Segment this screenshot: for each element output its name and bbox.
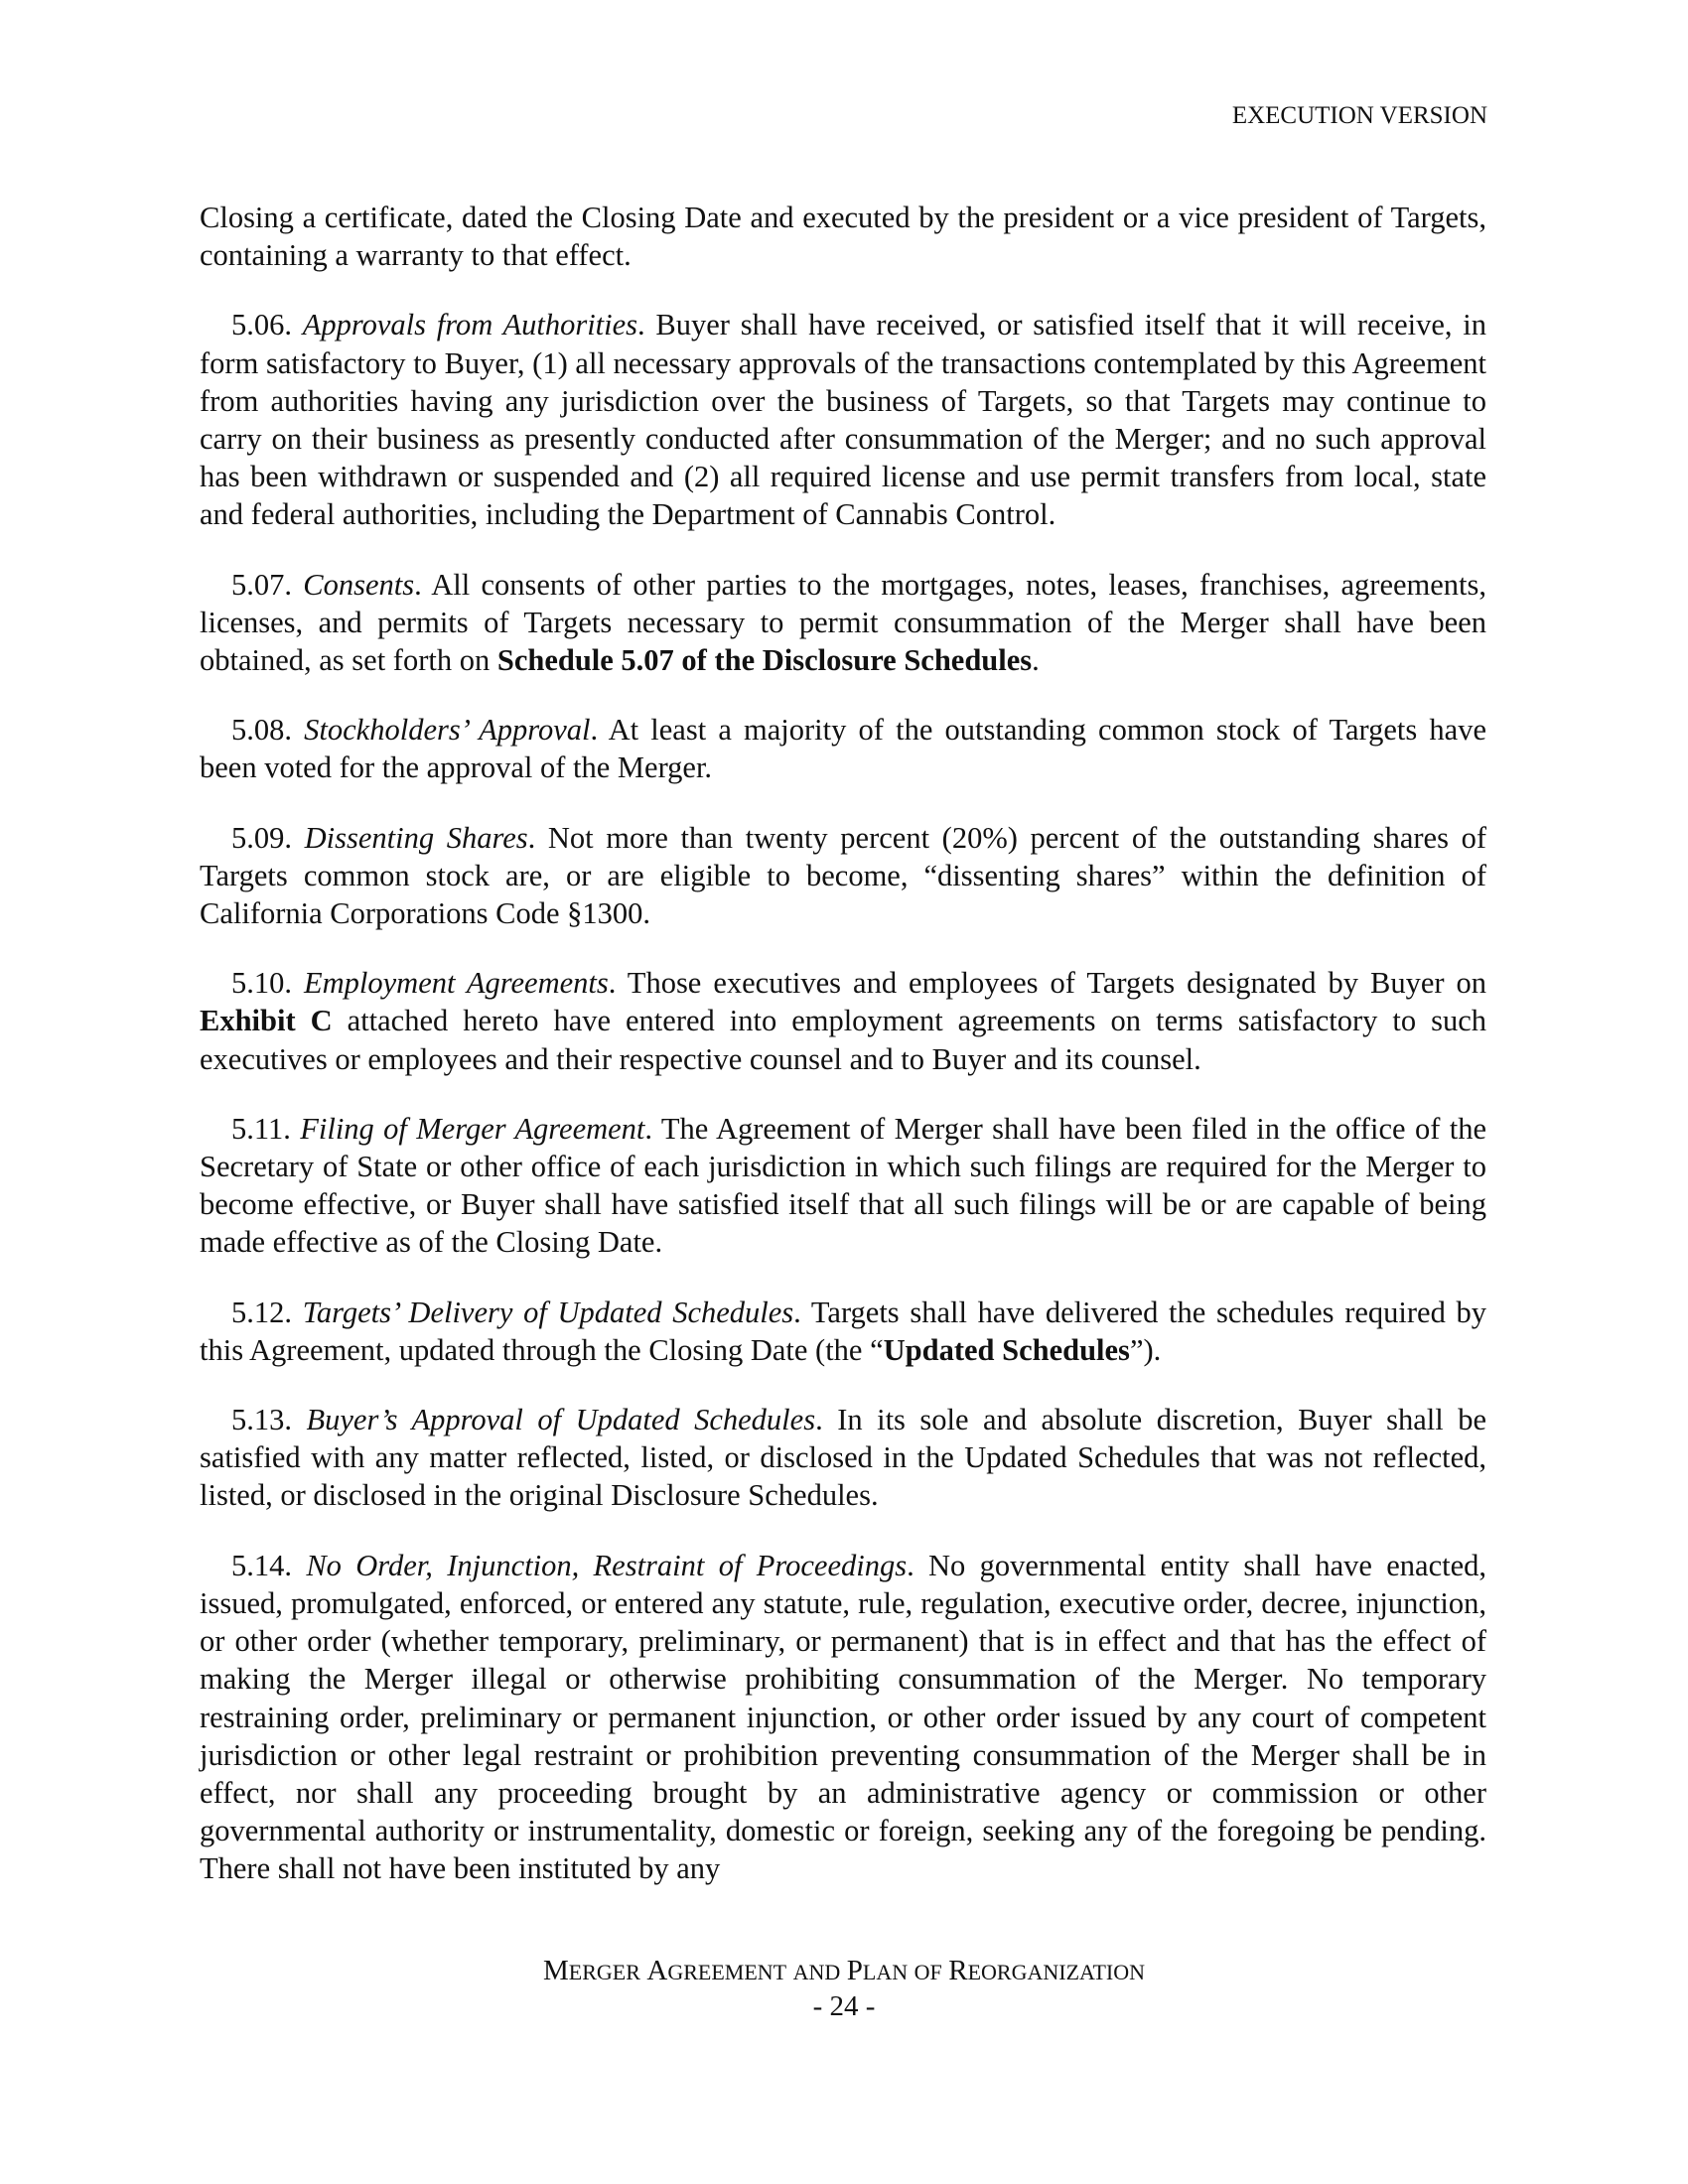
- page-number: - 24 -: [812, 1990, 876, 2022]
- section-title: Stockholders’ Approval: [304, 713, 591, 748]
- body-text: . All consents of other parties to the mortgages, notes, leases, franchises, agreements, licenses, and permits of Targets necessary to permit consummation of the Merger shall have been obtained, as set forth on: [200, 567, 1487, 678]
- section-number: 5.08.: [231, 713, 305, 748]
- bold-reference: Schedule 5.07 of the Disclosure Schedules: [496, 643, 1033, 678]
- section-title: Approvals from Authorities: [302, 308, 638, 342]
- section-number: 5.10.: [231, 966, 304, 1001]
- section-title: Targets’ Delivery of Updated Schedules: [302, 1295, 794, 1329]
- section-title: Dissenting Shares: [304, 820, 528, 855]
- section-5-07: [200, 566, 1486, 680]
- section-5-14: [200, 1547, 1486, 1888]
- footer-title: MERGER AGREEMENT AND PLAN OF REORGANIZATION: [542, 1955, 1146, 1986]
- section-title: Buyer’s Approval of Updated Schedules: [306, 1403, 816, 1437]
- section-5-11: [200, 1110, 1486, 1262]
- section-title: No Order, Injunction, Restraint of Proceedings: [306, 1548, 908, 1582]
- section-number: 5.11.: [231, 1111, 301, 1146]
- section-title: Consents: [303, 567, 415, 602]
- body-text: . The Agreement of Merger shall have been filed in the office of the Secretary of State or other office of each jurisdiction in which such filings are required for the Merger to become effective, or Buyer shall have satisfied itself that all such filings will be or are capable of being made effective as of the Closing Date.: [200, 1111, 1486, 1260]
- section-title: Filing of Merger Agreement: [300, 1111, 645, 1146]
- section-number: 5.07.: [231, 567, 304, 602]
- section-5-08: [200, 711, 1486, 786]
- section-5-06: [200, 306, 1486, 533]
- bold-reference: Exhibit C: [200, 1004, 333, 1038]
- section-5-10: [200, 964, 1486, 1078]
- section-title: Employment Agreements: [304, 966, 609, 1001]
- body-text: . Not more than twenty percent (20%) percent of the outstanding shares of Targets common stock are, or are eligible to become, “dissenting shares” within the definition of California Corporations Code §1300.: [200, 820, 1486, 931]
- body-text: .: [1032, 643, 1040, 678]
- body-text: . Targets shall have delivered the schedules required by this Agreement, updated through the Closing Date (the “: [200, 1295, 1486, 1367]
- body-text: . Those executives and employees of Targets designated by Buyer on: [608, 966, 1486, 1001]
- section-5-12: [200, 1294, 1486, 1369]
- body-text: . Buyer shall have received, or satisfied itself that it will receive, in form satisfactory to Buyer, (1) all necessary approvals of the transactions contemplated by this Agreement from authorities having any jurisdiction over the business of Targets, so that Targets may continue to carry on their business as presently conducted after consummation of the Merger; and no such approval has been withdrawn or suspended and (2) all required license and use permit transfers from local, state and federal authorities, including the Department of Cannabis Control.: [200, 308, 1486, 532]
- document-body: [200, 199, 1486, 1920]
- section-number: 5.06.: [231, 308, 303, 342]
- section-5-09: [200, 819, 1486, 933]
- body-text: attached hereto have entered into employment agreements on terms satisfactory to such executives or employees and their respective counsel and to Buyer and its counsel.: [200, 1004, 1487, 1076]
- body-text: ”).: [1129, 1332, 1162, 1367]
- execution-version-header: EXECUTION VERSION: [1231, 102, 1487, 129]
- body-text: . In its sole and absolute discretion, Buyer shall be satisfied with any matter reflected, listed, or disclosed in the Updated Schedules that was not reflected, listed, or disclosed in the original Disclosure Schedules.: [200, 1403, 1486, 1513]
- body-text: Closing a certificate, dated the Closing Date and executed by the president or a vice president of Targets, containing a warranty to that effect.: [200, 201, 1486, 273]
- body-text: . No governmental entity shall have enacted, issued, promulgated, enforced, or entered any statute, rule, regulation, executive order, decree, injunction, or other order (whether temporary, preliminary, or permanent) that is in effect and that has the effect of making the Merger illegal or otherwise prohibiting consummation of the Merger. No temporary restraining order, preliminary or permanent injunction, or other order issued by any court of competent jurisdiction or other legal restraint or prohibition preventing consummation of the Merger shall be in effect, nor shall any proceeding brought by an administrative agency or commission or other governmental authority or instrumentality, domestic or foreign, seeking any of the foregoing be pending. There shall not have been instituted by any: [200, 1548, 1487, 1886]
- body-text: . At least a majority of the outstanding common stock of Targets have been voted for the approval of the Merger.: [200, 713, 1487, 785]
- section-number: 5.14.: [231, 1548, 307, 1582]
- section-number: 5.12.: [231, 1295, 303, 1329]
- section-number: 5.13.: [231, 1403, 307, 1437]
- section-number: 5.09.: [231, 820, 305, 855]
- bold-reference: Updated Schedules: [883, 1332, 1130, 1367]
- continued-paragraph: [200, 199, 1486, 274]
- section-5-13: [200, 1401, 1486, 1515]
- page-footer: [0, 1954, 1688, 2023]
